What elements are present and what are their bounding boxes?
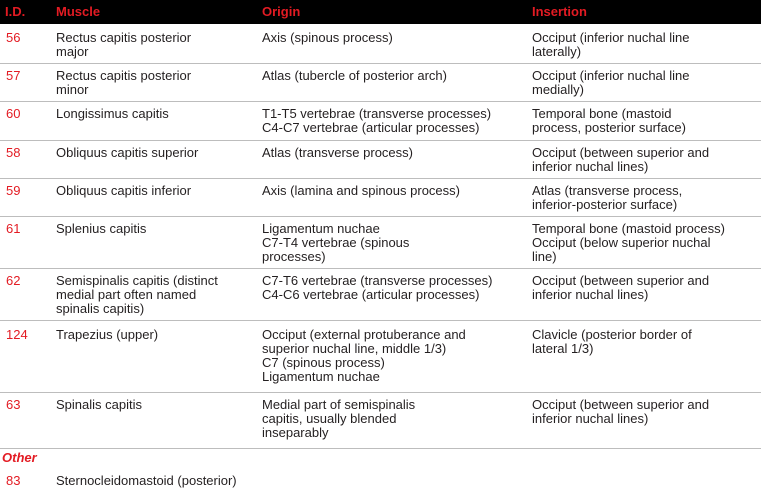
row-separator	[0, 268, 761, 269]
section-other-label: Other	[2, 450, 37, 465]
row-insertion: Occiput (between superior and inferior nuchal lines)	[532, 273, 710, 302]
row-insertion: Clavicle (posterior border of lateral 1/3)	[532, 327, 692, 356]
row-separator	[0, 178, 761, 179]
row-muscle: Splenius capitis	[56, 221, 147, 236]
row-id: 57	[6, 68, 21, 83]
row-origin: C7-T6 vertebrae (transverse processes) C4-C6 vertebrae (articular processes)	[262, 273, 493, 302]
row-id: 124	[6, 327, 28, 342]
table-header	[0, 0, 761, 24]
row-separator	[0, 448, 761, 449]
row-id: 61	[6, 221, 21, 236]
header-origin: Origin	[262, 4, 301, 19]
row-id: 83	[6, 473, 21, 488]
row-insertion: Occiput (between superior and inferior nuchal lines)	[532, 145, 710, 174]
row-insertion: Occiput (inferior nuchal line medially)	[532, 68, 690, 97]
row-insertion: Temporal bone (mastoid process, posterior surface)	[532, 106, 686, 135]
row-muscle: Semispinalis capitis (distinct medial part often named spinalis capitis)	[56, 273, 218, 316]
row-insertion: Atlas (transverse process, inferior-posterior surface)	[532, 183, 683, 212]
header-muscle: Muscle	[56, 4, 101, 19]
row-id: 60	[6, 106, 21, 121]
row-muscle: Obliquus capitis superior	[56, 145, 199, 160]
row-id: 63	[6, 397, 21, 412]
row-id: 62	[6, 273, 21, 288]
row-origin: Occiput (external protuberance and superior nuchal line, middle 1/3) C7 (spinous process) Ligamentum nuchae	[262, 327, 466, 384]
row-separator	[0, 216, 761, 217]
row-origin: Ligamentum nuchae C7-T4 vertebrae (spinous processes)	[262, 221, 410, 264]
row-origin: T1-T5 vertebrae (transverse processes) C4-C7 vertebrae (articular processes)	[262, 106, 492, 135]
row-separator	[0, 392, 761, 393]
row-muscle: Obliquus capitis inferior	[56, 183, 192, 198]
row-muscle: Rectus capitis posterior major	[56, 30, 192, 59]
row-separator	[0, 140, 761, 141]
row-id: 56	[6, 30, 21, 45]
row-separator	[0, 101, 761, 102]
row-origin: Axis (lamina and spinous process)	[262, 183, 460, 198]
row-origin: Medial part of semispinalis capitis, usually blended inseparably	[262, 397, 416, 440]
row-muscle: Longissimus capitis	[56, 106, 169, 121]
row-insertion: Occiput (inferior nuchal line laterally)	[532, 30, 690, 59]
row-muscle: Sternocleidomastoid (posterior)	[56, 473, 237, 488]
row-separator	[0, 63, 761, 64]
row-insertion: Occiput (between superior and inferior nuchal lines)	[532, 397, 710, 426]
row-origin: Atlas (tubercle of posterior arch)	[262, 68, 447, 83]
row-insertion: Temporal bone (mastoid process) Occiput (below superior nuchal line)	[532, 221, 725, 264]
header-insertion: Insertion	[532, 4, 587, 19]
row-id: 59	[6, 183, 21, 198]
header-id: I.D.	[5, 4, 26, 19]
row-muscle: Trapezius (upper)	[56, 327, 159, 342]
row-origin: Atlas (transverse process)	[262, 145, 413, 160]
row-separator	[0, 320, 761, 321]
row-origin: Axis (spinous process)	[262, 30, 393, 45]
row-muscle: Spinalis capitis	[56, 397, 142, 412]
row-muscle: Rectus capitis posterior minor	[56, 68, 192, 97]
row-id: 58	[6, 145, 21, 160]
